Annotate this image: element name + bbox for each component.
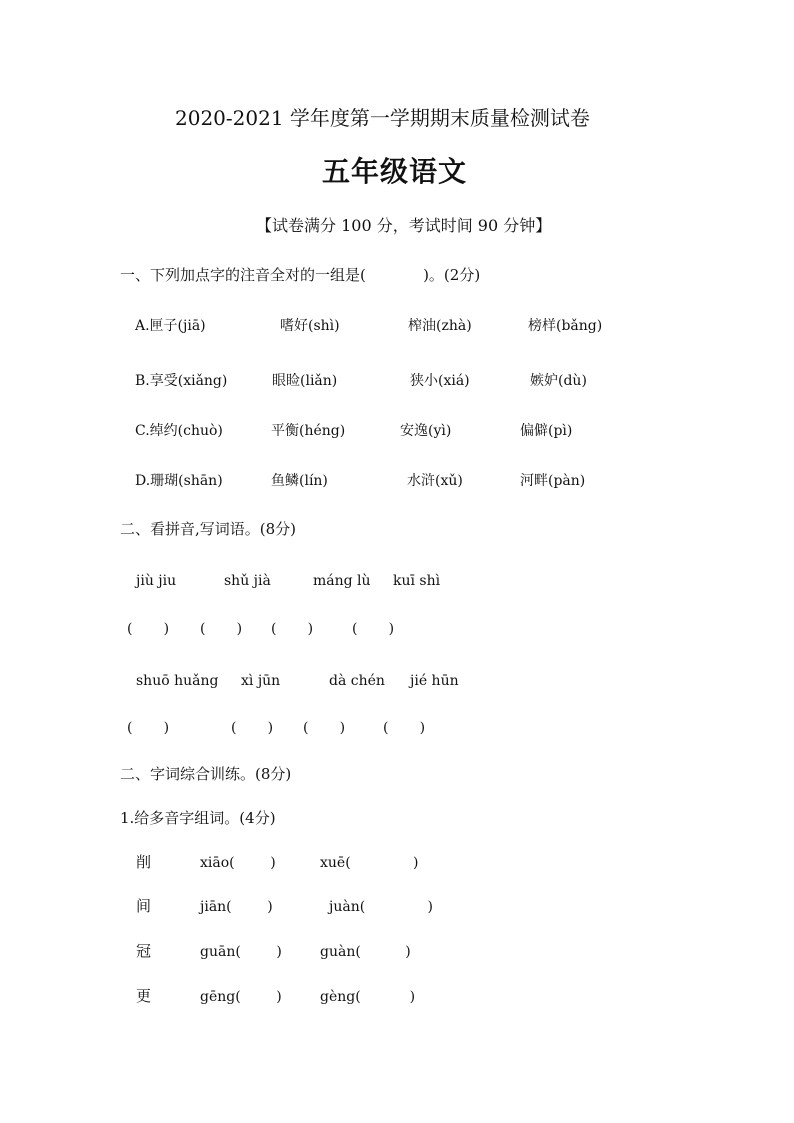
exam-title: 2020-2021 学年度第一学期期末质量检测试卷: [175, 106, 590, 130]
option-b-1: B.享受(xiǎng): [135, 373, 228, 389]
option-c-2: 平衡(héng): [271, 423, 346, 439]
answer-blank: ( ): [200, 621, 243, 637]
exam-notice: 【试卷满分 100 分，考试时间 90 分钟】: [256, 216, 552, 235]
question-1: 一、下列加点字的注音全对的一组是( )。(2分): [120, 266, 481, 284]
question-2: 二、看拼音,写词语。(8分): [120, 520, 297, 538]
polyphone-reading-2: juàn( ): [329, 899, 433, 915]
question-3: 二、字词综合训练。(8分): [120, 765, 292, 783]
pinyin-6: xì jūn: [241, 673, 281, 689]
option-d-3: 水浒(xǔ): [407, 473, 463, 489]
option-c-3: 安逸(yì): [400, 423, 452, 439]
option-d-4: 河畔(pàn): [520, 473, 586, 489]
polyphone-char: 更: [136, 987, 152, 1005]
option-a-4: 榜样(bǎng): [528, 318, 603, 334]
answer-blank: ( ): [127, 621, 170, 637]
polyphone-reading-1: gēng( ): [200, 989, 282, 1005]
option-b-4: 嫉妒(dù): [530, 373, 587, 389]
option-c-4: 偏僻(pì): [520, 423, 573, 439]
option-d-1: D.珊瑚(shān): [135, 473, 223, 489]
answer-blank: ( ): [231, 720, 274, 736]
answer-blank: ( ): [303, 720, 346, 736]
polyphone-reading-2: guàn( ): [320, 944, 411, 960]
option-a-2: 嗜好(shì): [280, 318, 340, 334]
pinyin-5: shuō huǎng: [136, 673, 219, 689]
answer-blank: ( ): [127, 720, 170, 736]
pinyin-2: shǔ jià: [224, 573, 271, 589]
option-a-3: 榨油(zhà): [408, 318, 472, 334]
pinyin-4: kuī shì: [393, 573, 441, 589]
answer-blank: ( ): [352, 621, 395, 637]
option-b-3: 狭小(xiá): [410, 373, 470, 389]
option-c-1: C.绰约(chuò): [135, 423, 223, 439]
option-a-1: A.匣子(jiā): [135, 318, 206, 334]
answer-blank: ( ): [383, 720, 426, 736]
pinyin-1: jiù jiu: [136, 573, 177, 589]
polyphone-reading-2: gèng( ): [320, 989, 416, 1005]
polyphone-reading-2: xuē( ): [320, 855, 419, 871]
polyphone-char: 间: [136, 897, 152, 915]
polyphone-reading-1: jiān( ): [200, 899, 273, 915]
polyphone-reading-1: xiāo( ): [200, 855, 276, 871]
pinyin-7: dà chén: [329, 673, 385, 689]
polyphone-char: 削: [136, 853, 152, 871]
pinyin-3: máng lù: [313, 573, 371, 589]
pinyin-8: jié hūn: [410, 673, 459, 689]
sub-question-1: 1.给多音字组词。(4分): [120, 809, 276, 827]
polyphone-char: 冠: [136, 942, 152, 960]
option-d-2: 鱼鳞(lín): [271, 473, 328, 489]
polyphone-reading-1: guān( ): [200, 944, 282, 960]
option-b-2: 眼睑(liǎn): [272, 373, 338, 389]
subject-title: 五年级语文: [322, 155, 468, 188]
answer-blank: ( ): [271, 621, 314, 637]
